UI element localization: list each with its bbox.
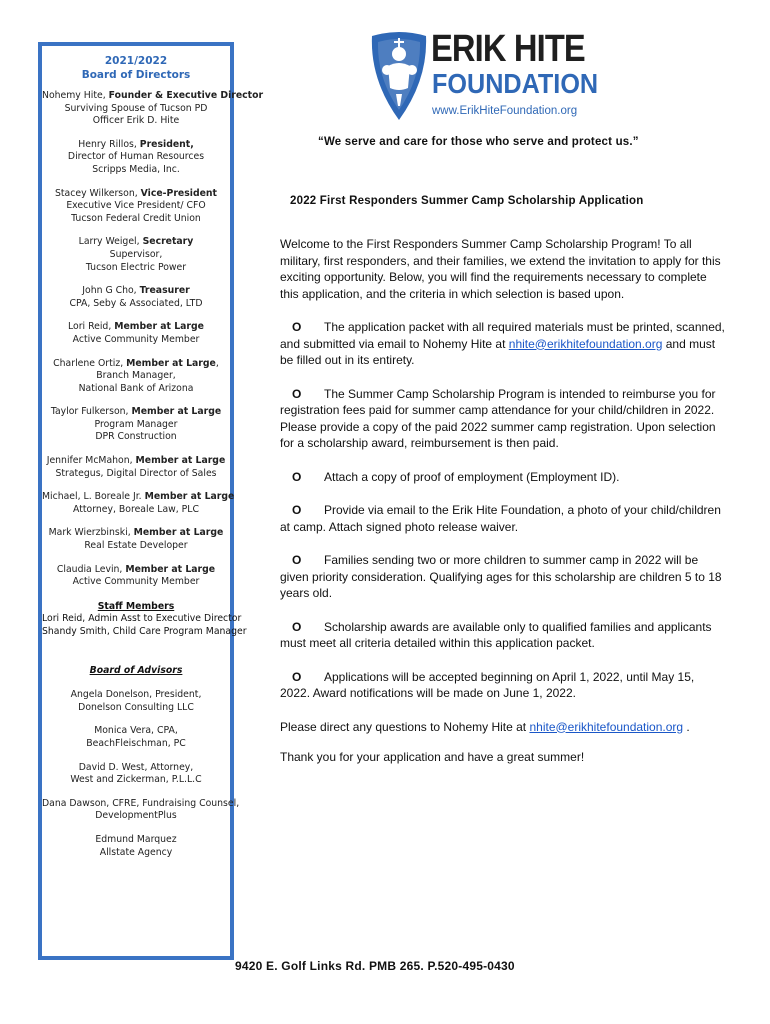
- director-detail: Attorney, Boreale Law, PLC: [73, 503, 199, 515]
- director-entry: [42, 139, 230, 177]
- tagline: “We serve and care for those who serve and protect us.”: [318, 136, 639, 148]
- requirements-list: [280, 319, 726, 702]
- board-sidebar: [38, 42, 264, 960]
- requirement-text: Scholarship awards are available only to qualified families and applicants must meet all criteria detailed within this application packet.: [280, 619, 712, 650]
- director-detail: Surviving Spouse of Tucson PD: [64, 102, 208, 114]
- requirement-text: Families sending two or more children to summer camp in 2022 will be given priority consideration. Qualifying ages for this scholarship are children 5 to 18 years old.: [280, 553, 722, 600]
- logo-title-line1: ERIK HITE: [431, 28, 585, 70]
- advisor-line: Monica Vera, CPA,: [94, 725, 178, 737]
- director-name: Mark Wierzbinski,: [48, 527, 134, 539]
- director-name: Lori Reid,: [68, 321, 115, 333]
- bullet-marker: O: [292, 619, 302, 634]
- director-detail: CPA, Seby & Associated, LTD: [69, 297, 203, 309]
- director-entry: [42, 321, 230, 346]
- director-role: Member at Large: [114, 321, 204, 333]
- director-role: Vice-President: [140, 187, 217, 199]
- advisor-line: West and Zickerman, P.L.L.C: [70, 774, 202, 786]
- advisor-line: Angela Donelson, President,: [70, 689, 202, 701]
- requirement-item: [280, 469, 726, 486]
- advisor-line: Allstate Agency: [99, 846, 173, 858]
- director-entry: [42, 285, 230, 310]
- bullet-marker: O: [292, 469, 302, 484]
- director-detail: Real Estate Developer: [84, 540, 188, 552]
- director-detail: Supervisor,: [109, 248, 163, 260]
- staff-title: Staff Members: [97, 600, 175, 612]
- staff-member: Lori Reid, Admin Asst to Executive Director: [42, 613, 242, 625]
- director-name: Charlene Ortiz,: [53, 357, 127, 369]
- requirement-text: Attach a copy of proof of employment (Employment ID).: [324, 469, 620, 484]
- advisor-line: David D. West, Attorney,: [78, 761, 194, 773]
- director-entry: [42, 188, 230, 226]
- director-entry: [42, 564, 230, 589]
- director-name-line: [42, 139, 230, 152]
- director-entry: [42, 491, 235, 516]
- director-detail: National Bank of Arizona: [78, 382, 194, 394]
- director-name-line: [42, 90, 264, 103]
- sidebar-heading: Board of Directors: [81, 69, 191, 81]
- intro-paragraph: Welcome to the First Responders Summer Camp Scholarship Program! To all military, first responders, and their families, we extend the invitation to apply for this exciting opportunity. Below, you will find the requirements necessary to complete this application, and the criteria in which selection is based upon.: [280, 237, 721, 301]
- director-role: Member at Large: [144, 491, 235, 503]
- director-name-line: [42, 358, 230, 371]
- director-role: Member at Large: [135, 455, 226, 467]
- requirement-text: Applications will be accepted beginning on April 1, 2022, until May 15, 2022. Award notifications will be made on June 1, 2022.: [280, 669, 695, 700]
- application-body: [280, 236, 726, 766]
- director-role: Secretary: [142, 236, 194, 248]
- director-role: President,: [139, 138, 194, 150]
- advisors-title: Board of Advisors: [89, 664, 183, 676]
- director-name-line: [42, 406, 230, 419]
- director-name-line: [42, 236, 230, 249]
- staff-list: [42, 613, 247, 638]
- application-title: 2022 First Responders Summer Camp Scholarship Application: [290, 195, 644, 207]
- director-name: Stacey Wilkerson,: [55, 187, 141, 199]
- director-name-line: [42, 285, 230, 298]
- advisor-entry: [42, 689, 230, 714]
- director-name: Jennifer McMahon,: [46, 455, 136, 467]
- bullet-marker: O: [292, 553, 302, 567]
- director-entry: [42, 358, 230, 396]
- director-role: Member at Large: [125, 563, 216, 575]
- requirement-text: The application packet with all required materials must be printed, scanned, and submitted via email to Nohemy Hite at: [280, 320, 725, 351]
- contact-text: Please direct any questions to Nohemy Hite at: [280, 719, 530, 734]
- email-link[interactable]: nhite@erikhitefoundation.org: [508, 336, 663, 351]
- logo-title-line2: FOUNDATION: [432, 68, 599, 99]
- director-role: Member at Large: [131, 406, 222, 418]
- advisor-entry: [42, 797, 240, 823]
- requirement-text: Provide via email to the Erik Hite Foundation, a photo of your child/children at camp. Attach signed photo release waiver.: [280, 503, 721, 534]
- contact-text-end: .: [683, 719, 690, 734]
- requirement-text: The Summer Camp Scholarship Program is intended to reimburse you for registration fees paid for summer camp attendance for your child/children in 2022. Please provide a copy of the paid 2022 summer camp registration. Upon selection for a scholarship award, reimbursement is then paid.: [280, 386, 716, 450]
- director-detail: Scripps Media, Inc.: [92, 163, 180, 175]
- advisor-entry: [42, 834, 230, 859]
- director-name: John G Cho,: [82, 285, 140, 297]
- director-detail: Active Community Member: [72, 576, 200, 588]
- director-name: Michael, L. Boreale Jr.: [42, 491, 145, 503]
- sidebar-year: 2021/2022: [104, 55, 168, 67]
- director-name: Claudia Levin,: [56, 563, 126, 575]
- advisor-entry: [42, 725, 230, 750]
- director-entry: [42, 90, 264, 128]
- director-name: Larry Weigel,: [78, 236, 143, 248]
- advisor-line: DevelopmentPlus: [95, 810, 177, 822]
- director-role-suffix: ,: [215, 357, 219, 369]
- advisor-line: Dana Dawson, CFRE, Fundraising Counsel,: [42, 797, 240, 809]
- director-role: Member at Large: [133, 527, 224, 539]
- director-entry: [42, 527, 230, 552]
- requirement-item: [280, 669, 726, 702]
- director-detail: Director of Human Resources: [67, 151, 205, 163]
- logo-website[interactable]: www.ErikHiteFoundation.org: [432, 105, 578, 117]
- requirement-item: [280, 502, 726, 535]
- director-name-line: [42, 321, 230, 334]
- advisors-list: [42, 689, 240, 859]
- advisor-line: Edmund Marquez: [95, 833, 177, 845]
- director-detail: Officer Erik D. Hite: [92, 115, 180, 127]
- staff-member: Shandy Smith, Child Care Program Manager: [42, 626, 247, 637]
- bullet-marker: O: [292, 386, 302, 401]
- director-detail: Branch Manager,: [96, 370, 176, 382]
- requirement-text-end: and must be filled out in its entirety.: [280, 336, 716, 367]
- director-detail: Active Community Member: [72, 333, 200, 345]
- shield-emblem-icon: [368, 30, 430, 122]
- bullet-marker: O: [292, 503, 302, 517]
- director-name: Taylor Fulkerson,: [50, 406, 132, 418]
- director-role: Founder & Executive Director: [108, 90, 264, 101]
- bullet-marker: O: [292, 320, 302, 334]
- requirement-item: [280, 552, 726, 602]
- requirement-item: [280, 386, 726, 452]
- contact-email-link[interactable]: nhite@erikhitefoundation.org: [529, 719, 684, 734]
- director-detail: Strategus, Digital Director of Sales: [55, 467, 217, 479]
- director-entry: [42, 236, 230, 274]
- director-detail: Tucson Federal Credit Union: [71, 212, 201, 224]
- director-detail: Tucson Electric Power: [85, 261, 187, 273]
- director-entry: [42, 406, 230, 444]
- footer-address: 9420 E. Golf Links Rd. PMB 265. P.520-495-0430: [235, 959, 515, 973]
- director-name-line: [42, 455, 230, 468]
- directors-list: [42, 90, 264, 589]
- director-name-line: [42, 527, 230, 540]
- director-name-line: [42, 564, 230, 577]
- requirement-item: [280, 319, 726, 369]
- advisor-entry: [42, 762, 230, 787]
- requirement-item: [280, 619, 726, 652]
- director-detail: DPR Construction: [95, 431, 177, 443]
- director-name-line: [42, 188, 230, 201]
- director-detail: Program Manager: [94, 418, 178, 430]
- bullet-marker: O: [292, 669, 302, 684]
- thanks-paragraph: Thank you for your application and have a great summer!: [280, 750, 585, 764]
- director-role: Member at Large: [126, 357, 216, 369]
- director-name: Nohemy Hite,: [42, 90, 109, 101]
- director-role: Treasurer: [139, 285, 190, 297]
- advisor-line: Donelson Consulting LLC: [78, 701, 194, 713]
- director-name: Henry Rillos,: [78, 138, 140, 150]
- advisor-line: BeachFleischman, PC: [86, 737, 186, 749]
- contact-paragraph: [280, 719, 726, 736]
- director-name-line: [42, 491, 235, 504]
- director-entry: [42, 455, 230, 480]
- foundation-logo: [368, 28, 608, 124]
- director-detail: Executive Vice President/ CFO: [66, 200, 206, 212]
